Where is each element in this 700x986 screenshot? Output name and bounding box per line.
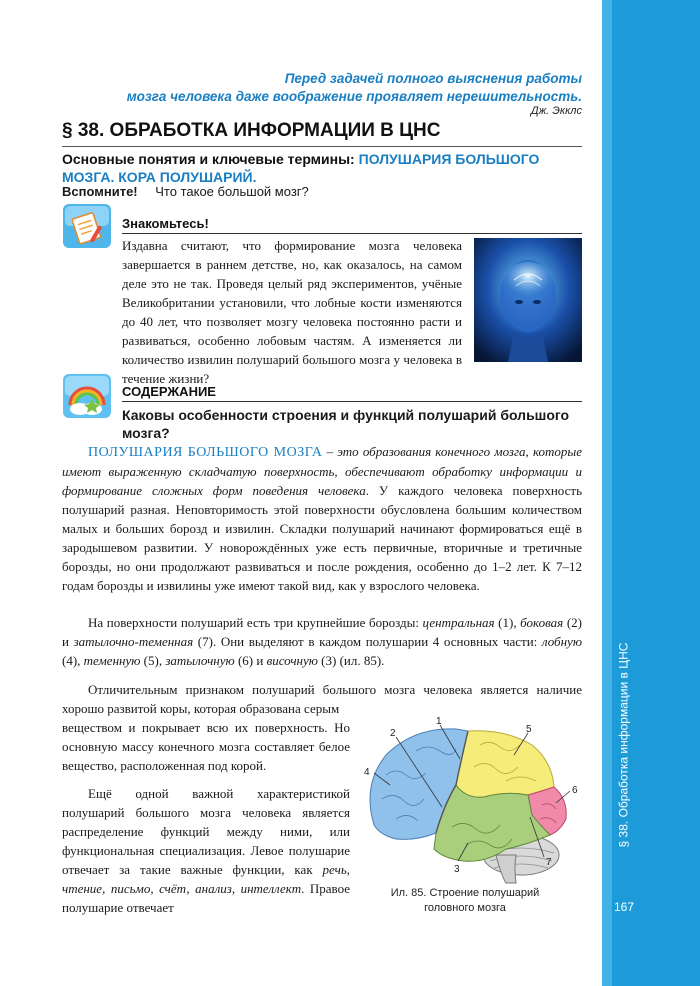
section-divider xyxy=(62,146,582,147)
label-2: 2 xyxy=(390,728,396,739)
running-head xyxy=(612,595,634,895)
acquaint-text: Издавна считают, что формирование мозга человека завершается в раннем детстве, но, как оказалось, на самом деле это не так. Проведя целый ряд экспериментов, учёные Великобритании установили, что лобные кости изменяются до 40 лет, что позволяет мозгу человека постоянно расти и развиваться, особенно лобовым частям. А изменяется ли количество извилин полушарий большого мозга у человека в течение жизни? xyxy=(122,238,462,386)
key-terms xyxy=(62,150,582,186)
notebook-icon xyxy=(62,203,112,249)
term-central: центральная xyxy=(422,615,495,630)
remember-question: Что такое большой мозг? xyxy=(155,184,309,199)
p2-text-h: (3) (ил. 85). xyxy=(317,653,385,668)
sidebar-strip xyxy=(602,0,612,986)
term-parieto-occipital: затылочно-теменная xyxy=(73,634,194,649)
label-6: 6 xyxy=(572,785,578,796)
p2-text-b: (1), xyxy=(494,615,521,630)
acquaint-divider xyxy=(122,233,582,234)
term-temporal: височную xyxy=(266,653,318,668)
parietal-lobe xyxy=(456,731,554,797)
definition-text: это образования конечного мозга, которые имеют выраженную складчатую поверхность, обеспечивают обработку информации и формирование сложных форм поведения человека xyxy=(62,444,583,498)
glowing-head-image xyxy=(474,238,582,362)
label-5: 5 xyxy=(526,724,532,735)
p4-text-b: . Правое полушарие отвечает xyxy=(62,881,351,915)
definition-dash: – xyxy=(322,444,338,459)
p4-functions: речь, чтение, письмо, счёт, анализ, интеллект xyxy=(62,862,350,896)
figure-caption xyxy=(370,886,560,916)
label-3: 3 xyxy=(454,864,460,875)
remember-prompt xyxy=(62,184,582,199)
sulci-paragraph xyxy=(62,613,582,670)
epigraph xyxy=(60,70,582,106)
content-heading: СОДЕРЖАНИЕ xyxy=(122,384,216,399)
key-terms-label: Основные понятия и ключевые термины: xyxy=(62,151,355,167)
p2-text-d: (7). Они выделяют в каждом полушарии 4 основных части: xyxy=(193,634,542,649)
term-lateral: боковая xyxy=(520,615,564,630)
cortex-paragraph-start: Отличительным признаком полушарий большого мозга человека является наличие хорошо развитой коры, которая образована серым xyxy=(62,682,582,716)
definition-term: ПОЛУШАРИЯ БОЛЬШОГО МОЗГА xyxy=(88,445,323,460)
term-frontal: лобную xyxy=(541,634,582,649)
running-head-text: § 38. Обработка информации в ЦНС xyxy=(616,642,631,848)
figure-caption-line-2: головного мозга xyxy=(424,902,506,914)
epigraph-line-2: мозга человека даже воображение проявляет нерешительность. xyxy=(126,89,582,104)
content-question: Каковы особенности строения и функций полушарий большого мозга? xyxy=(122,407,570,441)
rainbow-cloud-icon xyxy=(62,373,112,419)
figure-caption-line-1: Ил. 85. Строение полушарий xyxy=(390,887,540,899)
paragraph-1-rest: . У каждого человека поверхность полушарий разная. Неповторимость этой поверхности обусловлена большим количеством малых и больших борозд и извилин. Складки полушарий начинают формироваться ещё в зародышевом развитии. У новорождённых уже есть первичные, вторичные и третичные борозды, но они продолжают развиваться и после рождения, особенно до 1–2 лет. К 7–12 годам борозды и извилины уже имеют такой вид, как у взрослого человека. xyxy=(62,483,582,593)
section-number: § 38. xyxy=(62,120,105,141)
definition-paragraph xyxy=(62,442,582,595)
section-title-text: ОБРАБОТКА ИНФОРМАЦИИ В ЦНС xyxy=(109,120,441,141)
label-4: 4 xyxy=(364,767,370,778)
content-divider xyxy=(122,401,582,402)
p2-text-f: (5), xyxy=(140,653,166,668)
label-1: 1 xyxy=(436,716,442,727)
cortex-paragraph-rest: веществом и покрывает всю их поверхность. Но основную массу конечного мозга составляет белое вещество, расположенная под корой. xyxy=(62,720,350,773)
p2-text-e: (4), xyxy=(62,653,84,668)
page-number: 167 xyxy=(613,900,635,914)
p2-text-g: (6) и xyxy=(234,653,267,668)
p4-text-a: Ещё одной важной характеристикой полушарий большого мозга человека является распределение функций между ними, или функциональная специализация. Левое полушарие отвечает за такие важные функции, как xyxy=(62,786,350,877)
epigraph-line-1: Перед задачей полного выяснения работы xyxy=(284,71,582,86)
key-terms-list: ПОЛУШАРИЯ БОЛЬШОГО МОЗГА. КОРА ПОЛУШАРИЙ. xyxy=(62,151,540,185)
p2-text-c: (2) и xyxy=(62,615,582,649)
acquaint-heading: Знакомьтесь! xyxy=(122,216,209,231)
label-7: 7 xyxy=(546,857,552,868)
epigraph-author: Дж. Экклс xyxy=(530,105,582,117)
brain-diagram xyxy=(356,715,586,885)
term-occipital: затылочную xyxy=(165,653,235,668)
term-parietal: теменную xyxy=(83,653,141,668)
section-title xyxy=(62,120,582,142)
remember-label: Вспомните! xyxy=(62,184,138,199)
specialization-paragraph xyxy=(62,784,350,917)
p2-text-a: На поверхности полушарий есть три крупнейшие борозды: xyxy=(88,615,423,630)
